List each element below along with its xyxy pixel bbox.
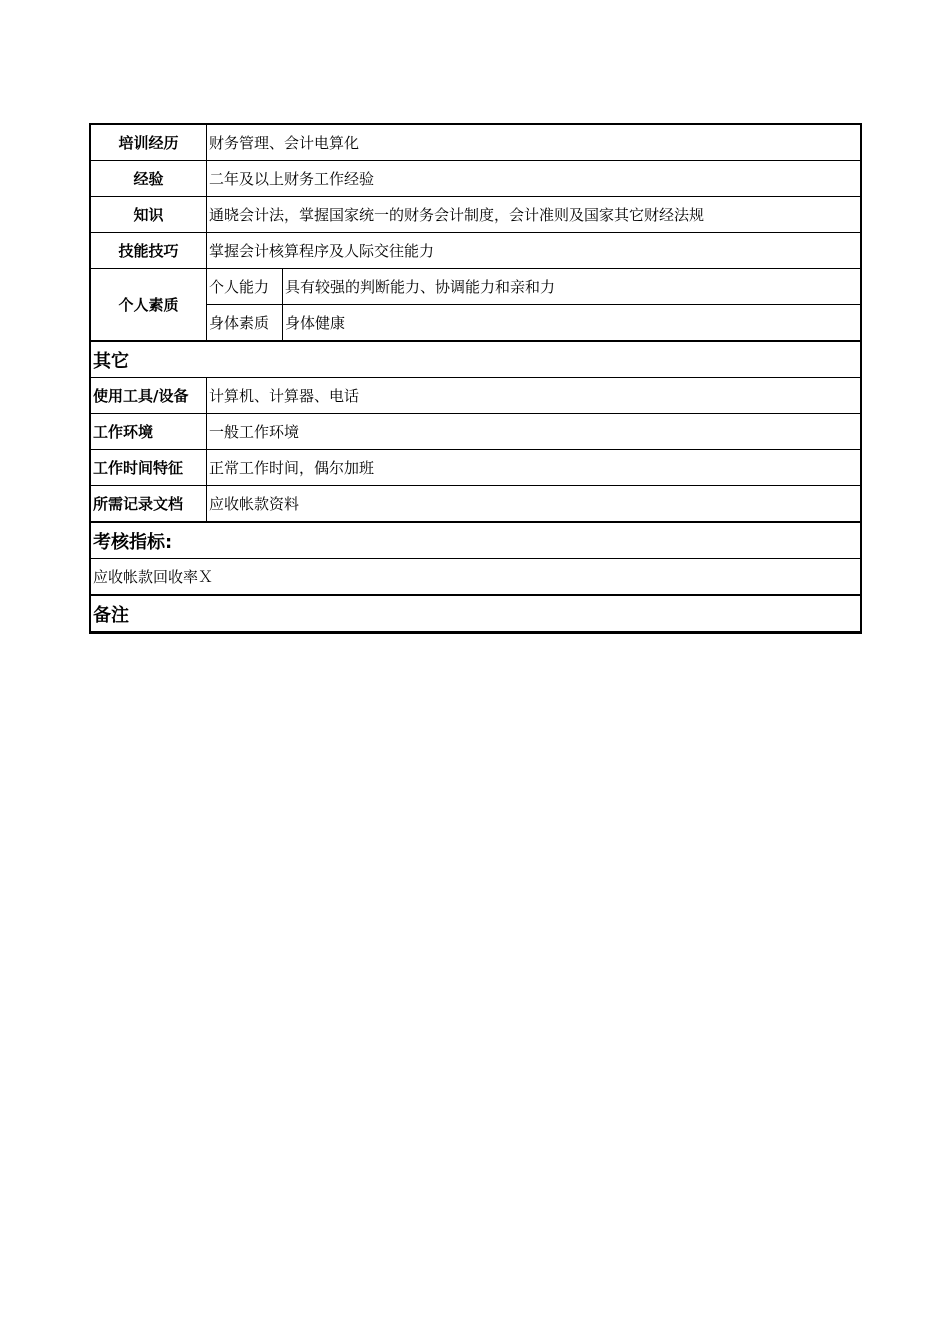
environment-value: 一般工作环境 bbox=[207, 414, 861, 450]
table-row-personal-ability bbox=[91, 269, 861, 305]
table-row-remarks-header bbox=[91, 595, 861, 632]
tools-value: 计算机、计算器、电话 bbox=[207, 378, 861, 414]
training-value: 财务管理、会计电算化 bbox=[207, 125, 861, 161]
remarks-section-title: 备注 bbox=[91, 595, 861, 632]
physical-quality-label: 身体素质 bbox=[207, 305, 283, 342]
documents-value: 应收帐款资料 bbox=[207, 486, 861, 523]
table-row-physical bbox=[91, 305, 861, 342]
table-row-assessment-header bbox=[91, 522, 861, 559]
assessment-section-title: 考核指标: bbox=[91, 522, 861, 559]
assessment-value: 应收帐款回收率Ｘ bbox=[91, 559, 861, 596]
table-row-training bbox=[91, 125, 861, 161]
knowledge-value: 通晓会计法，掌握国家统一的财务会计制度，会计准则及国家其它财经法规 bbox=[207, 197, 861, 233]
table-row-documents bbox=[91, 486, 861, 523]
skills-value: 掌握会计核算程序及人际交往能力 bbox=[207, 233, 861, 269]
experience-value: 二年及以上财务工作经验 bbox=[207, 161, 861, 197]
work-time-value: 正常工作时间，偶尔加班 bbox=[207, 450, 861, 486]
documents-label: 所需记录文档 bbox=[91, 486, 207, 523]
personal-quality-label: 个人素质 bbox=[91, 269, 207, 342]
work-time-label: 工作时间特征 bbox=[91, 450, 207, 486]
personal-ability-value: 具有较强的判断能力、协调能力和亲和力 bbox=[283, 269, 861, 305]
table-row-experience bbox=[91, 161, 861, 197]
skills-label: 技能技巧 bbox=[91, 233, 207, 269]
experience-label: 经验 bbox=[91, 161, 207, 197]
table-row-environment bbox=[91, 414, 861, 450]
table-row-skills bbox=[91, 233, 861, 269]
training-label: 培训经历 bbox=[91, 125, 207, 161]
knowledge-label: 知识 bbox=[91, 197, 207, 233]
tools-label: 使用工具/设备 bbox=[91, 378, 207, 414]
table-row-tools bbox=[91, 378, 861, 414]
table-row-assessment-value bbox=[91, 559, 861, 596]
environment-label: 工作环境 bbox=[91, 414, 207, 450]
other-section-title: 其它 bbox=[91, 341, 861, 378]
physical-quality-value: 身体健康 bbox=[283, 305, 861, 342]
table-row-knowledge bbox=[91, 197, 861, 233]
table-row-other-header bbox=[91, 341, 861, 378]
job-description-table bbox=[90, 124, 861, 633]
personal-ability-label: 个人能力 bbox=[207, 269, 283, 305]
table-row-work-time bbox=[91, 450, 861, 486]
